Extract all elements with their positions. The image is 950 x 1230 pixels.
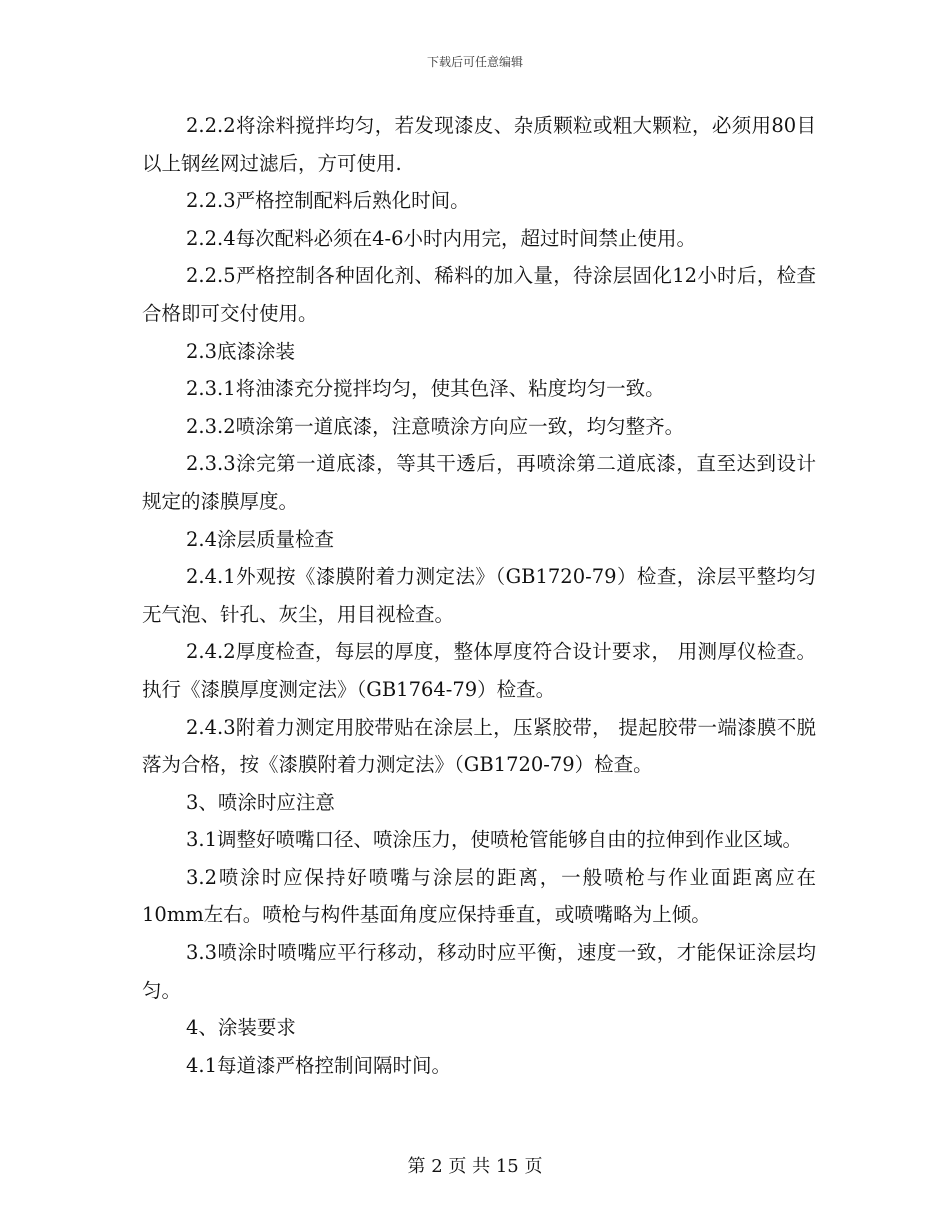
paragraph: 2.3.3涂完第一道底漆，等其干透后，再喷涂第二道底漆，直至达到设计规定的漆膜厚度。 <box>142 452 816 513</box>
paragraph: 4.1每道漆严格控制间隔时间。 <box>186 1053 452 1077</box>
paragraph: 2.2.4每次配料必须在4-6小时内用完，超过时间禁止使用。 <box>186 226 697 250</box>
paragraph: 2.4.2厚度检查，每层的厚度，整体厚度符合设计要求， 用测厚仪检查。执行《漆膜厚度测定法》（GB1764-79）检查。 <box>142 640 816 701</box>
paragraph: 3.1调整好喷嘴口径、喷涂压力，使喷枪管能够自由的拉伸到作业区域。 <box>186 828 803 852</box>
paragraph: 3.3喷涂时喷嘴应平行移动，移动时应平衡，速度一致，才能保证涂层均匀。 <box>142 941 816 1002</box>
section-heading: 4、涂装要求 <box>186 1016 296 1040</box>
paragraph: 2.4.1外观按《漆膜附着力测定法》（GB1720-79）检查，涂层平整均匀无气泡、针孔、灰尘，用目视检查。 <box>142 565 816 626</box>
paragraph: 2.2.5严格控制各种固化剂、稀料的加入量，待涂层固化12小时后，检查合格即可交付使用。 <box>142 264 816 325</box>
page-footer: 第 2 页 共 15 页 <box>407 1156 543 1177</box>
paragraph: 2.2.3严格控制配料后熟化时间。 <box>186 189 470 213</box>
paragraph: 2.3.2喷涂第一道底漆，注意喷涂方向应一致，均匀整齐。 <box>186 414 685 438</box>
paragraph: 2.2.2将涂料搅拌均匀，若发现漆皮、杂质颗粒或粗大颗粒，必须用80目以上钢丝网过滤后，方可使用. <box>142 114 816 175</box>
section-heading: 3、喷涂时应注意 <box>186 790 335 814</box>
document-body <box>142 107 816 1084</box>
paragraph: 2.3.1将油漆充分搅拌均匀，使其色泽、粘度均匀一致。 <box>186 377 665 401</box>
section-heading: 2.3底漆涂装 <box>186 339 296 363</box>
paragraph: 2.4.3附着力测定用胶带贴在涂层上，压紧胶带， 提起胶带一端漆膜不脱落为合格，按《漆膜附着力测定法》（GB1720-79）检查。 <box>142 715 816 777</box>
paragraph: 3.2喷涂时应保持好喷嘴与涂层的距离，一般喷枪与作业面距离应在10mm左右。喷枪与构件基面角度应保持垂直，或喷嘴略为上倾。 <box>142 865 816 927</box>
section-heading: 2.4涂层质量检查 <box>186 527 335 551</box>
page-header: 下载后可任意编辑 <box>426 55 523 69</box>
